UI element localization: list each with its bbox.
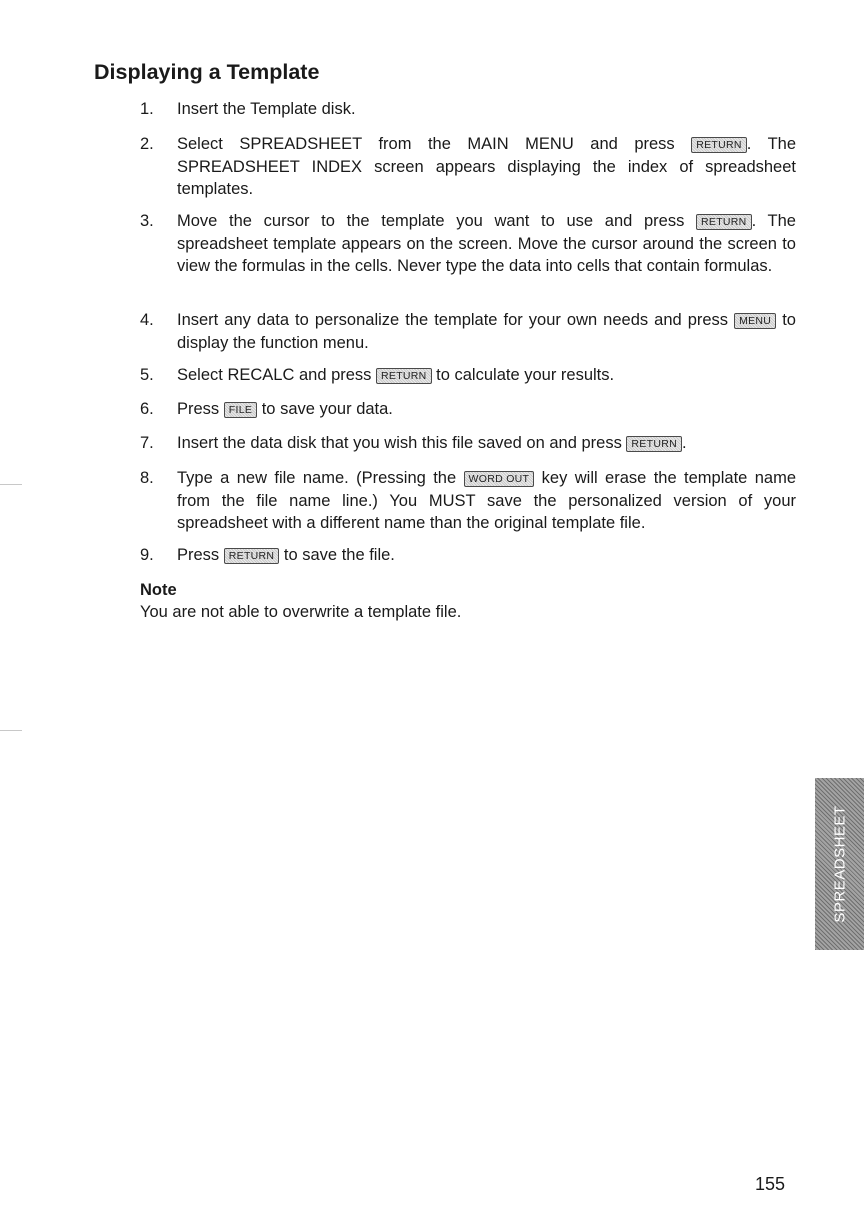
step-item bbox=[140, 364, 796, 387]
key-cap: FILE bbox=[224, 402, 257, 418]
step-text: key will erase the template name from the file name line.) You MUST save the personalized version of your spreadsheet with a different name than the original template file. bbox=[177, 469, 796, 532]
key-cap: RETURN bbox=[626, 436, 682, 452]
section-tab bbox=[815, 778, 864, 950]
step-text: . The spreadsheet template appears on the screen. Move the cursor around the screen to view the formulas in the cells. Never type the data into cells that contain formulas. bbox=[177, 212, 796, 275]
step-text: Insert the data disk that you wish this file saved on and press bbox=[177, 434, 627, 452]
key-cap: WORD OUT bbox=[464, 471, 535, 487]
step-item bbox=[140, 467, 796, 535]
key-cap: RETURN bbox=[696, 214, 752, 230]
step-item bbox=[140, 309, 796, 354]
key-cap: MENU bbox=[734, 313, 776, 329]
page-title: Displaying a Template bbox=[94, 60, 320, 84]
step-item bbox=[140, 210, 796, 278]
step-number: 2. bbox=[140, 135, 154, 153]
step-number: 9. bbox=[140, 546, 154, 564]
margin-mark bbox=[0, 730, 22, 731]
step-item bbox=[140, 544, 796, 567]
step-text: Move the cursor to the template you want to use and press bbox=[177, 212, 697, 230]
key-cap: RETURN bbox=[691, 137, 747, 153]
note-block bbox=[140, 579, 461, 623]
step-number: 3. bbox=[140, 212, 154, 230]
step-text: Insert the Template disk. bbox=[177, 100, 356, 118]
step-number: 7. bbox=[140, 434, 154, 452]
step-text: to save your data. bbox=[257, 400, 393, 418]
key-cap: RETURN bbox=[224, 548, 280, 564]
step-text: Type a new file name. (Pressing the bbox=[177, 469, 464, 487]
step-item bbox=[140, 133, 796, 201]
step-text: Select RECALC and press bbox=[177, 366, 377, 384]
step-text: Select SPREADSHEET from the MAIN MENU and press bbox=[177, 135, 692, 153]
step-text: . bbox=[681, 434, 687, 452]
step-text: . The SPREADSHEET INDEX screen appears displaying the index of spreadsheet templates. bbox=[177, 135, 796, 198]
step-item bbox=[140, 432, 796, 455]
step-text: Insert any data to personalize the template for your own needs and press bbox=[177, 311, 735, 329]
step-number: 8. bbox=[140, 469, 154, 487]
note-text: You are not able to overwrite a template file. bbox=[140, 603, 462, 621]
section-tab-label: SPREADSHEET bbox=[831, 805, 848, 923]
note-heading: Note bbox=[140, 581, 177, 599]
margin-mark bbox=[0, 484, 22, 485]
key-cap: RETURN bbox=[376, 368, 432, 384]
step-number: 5. bbox=[140, 366, 154, 384]
step-item bbox=[140, 398, 796, 421]
step-text: to calculate your results. bbox=[431, 366, 615, 384]
step-number: 4. bbox=[140, 311, 154, 329]
step-number: 6. bbox=[140, 400, 154, 418]
page-number: 155 bbox=[755, 1174, 786, 1194]
step-item bbox=[140, 98, 796, 121]
step-text: to save the file. bbox=[279, 546, 395, 564]
step-text: to display the function menu. bbox=[177, 311, 796, 352]
step-text: Press bbox=[177, 546, 224, 564]
step-text: Press bbox=[177, 400, 224, 418]
step-number: 1. bbox=[140, 100, 154, 118]
